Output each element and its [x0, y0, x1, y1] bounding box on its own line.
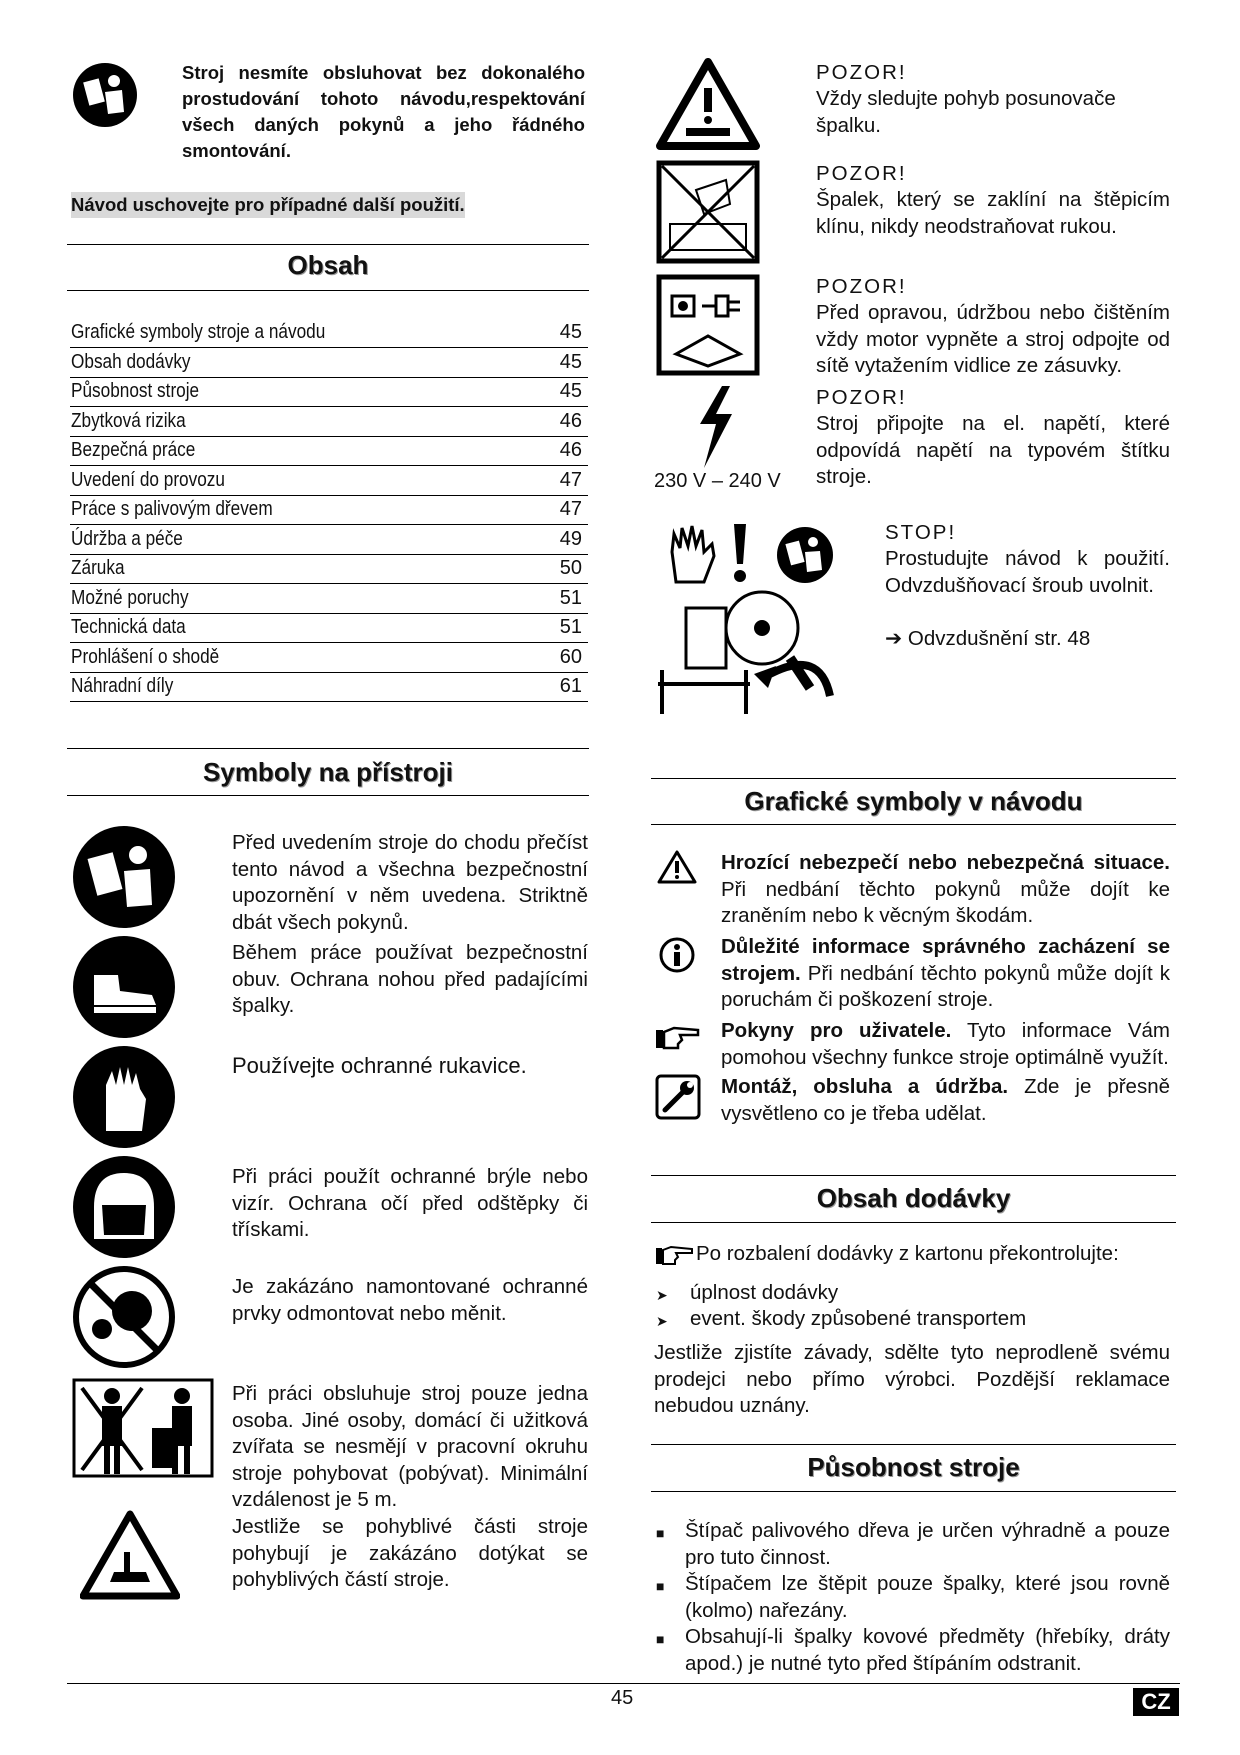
- graphic-symbols-title: Grafické symboly v návodu: [744, 786, 1083, 816]
- no-hand-removal-icon: [656, 160, 760, 264]
- delivery-item-1: úplnost dodávky: [690, 1281, 839, 1304]
- page-number: 45: [611, 1687, 634, 1709]
- read-manual-icon: [72, 62, 138, 128]
- toc-row-page: 47: [559, 498, 582, 520]
- lightning-icon: [686, 384, 742, 470]
- warning-triangle-icon: [657, 850, 697, 884]
- toc-row-page: 51: [559, 586, 582, 609]
- toc-row: [70, 643, 588, 673]
- graphic-symbol-4-text: Zde je přesně vysvětleno co je třeba udělat.: [721, 1075, 1171, 1125]
- toc-row-label: Grafické symboly stroje a návodu: [71, 321, 326, 343]
- toc-row-page: 51: [559, 616, 582, 638]
- stop-reference-text: Odvzdušnění str. 48: [907, 627, 1091, 650]
- toc-row: [70, 348, 588, 378]
- wrench-icon: [655, 1074, 701, 1120]
- toc-row-label: Technická data: [71, 616, 186, 638]
- warning-text-4: Stroj připojte na el. napětí, které odpovídá napětí na typovém štítku stroje.: [816, 412, 1170, 488]
- stop-title: STOP!: [885, 521, 957, 544]
- warning-title-4: POZOR!: [816, 386, 907, 409]
- scope-item-3: Obsahují-li špalky kovové předměty (hřebíky, dráty apod.) je nutné tyto před štípáním odstranit.: [685, 1625, 1170, 1675]
- pointing-hand-icon: [654, 1244, 694, 1268]
- toc-row: [70, 377, 588, 407]
- toc-row: [70, 436, 588, 466]
- bullet-square-icon: ■: [656, 1525, 665, 1541]
- toc-row: [70, 613, 588, 643]
- read-manual-icon: [776, 526, 834, 584]
- stop-reference: [885, 626, 1090, 653]
- toc-row-page: 45: [559, 321, 582, 343]
- delivery-item-2: event. škody způsobené transportem: [690, 1307, 1027, 1330]
- bullet-arrow-icon: ➤: [656, 1313, 668, 1329]
- toc-row-label: Možné poruchy: [71, 586, 189, 609]
- toc-row-label: Obsah dodávky: [71, 350, 191, 373]
- delivery-intro: Po rozbalení dodávky z kartonu překontrolujte:: [696, 1242, 1119, 1265]
- toc-row-page: 49: [559, 527, 582, 550]
- warning-title-2: POZOR!: [816, 162, 907, 185]
- keep-note: Návod uschovejte pro případné další použití.: [71, 192, 465, 218]
- stop-text: Prostudujte návod k použití. Odvzdušňovací šroub uvolnit.: [885, 547, 1170, 597]
- intro-text: Stroj nesmíte obsluhovat bez dokonalého prostudování tohoto návodu,respektování všech daných pokynů a jeho řádného smontování.: [182, 62, 585, 161]
- language-badge: CZ: [1133, 1688, 1179, 1716]
- graphic-symbol-3-text: Tyto informace Vám pomohou všechny funkce stroje optimálně využít.: [721, 1019, 1171, 1069]
- voltage-caption: 230 V – 240 V: [654, 470, 781, 492]
- symbol-text-4: Při práci použít ochranné brýle nebo vizír. Ochrana očí před odštěpky či třískami.: [232, 1165, 588, 1241]
- graphic-symbol-2-bold: Důležité informace správného zacházení se strojem.: [721, 935, 1170, 985]
- toc-row-label: Záruka: [71, 557, 125, 579]
- glove-icon: [72, 1045, 176, 1149]
- safety-shoe-icon: [72, 935, 176, 1039]
- no-guard-removal-icon: [72, 1265, 176, 1369]
- toc-row-page: 46: [559, 439, 582, 461]
- toc-row: [70, 554, 588, 584]
- one-operator-icon: [72, 1378, 214, 1478]
- graphic-symbol-1-bold: Hrozící nebezpečí nebo nebezpečná situace.: [721, 851, 1170, 874]
- toc-title: Obsah: [287, 250, 369, 280]
- toc-row-label: Údržba a péče: [71, 527, 183, 550]
- arrow-right-icon: ➔: [885, 627, 903, 650]
- toc-row-page: 61: [559, 675, 582, 697]
- graphic-symbol-1: [721, 850, 1170, 930]
- symbol-text-6: Při práci obsluhuje stroj pouze jedna osoba. Jiné osoby, domácí či užitková zvířata se nesmějí v pracovní okruhu stroje pohybovat (pobývat). Minimální vzdálenost je 5 m.: [232, 1382, 588, 1511]
- scope-title: Působnost stroje: [807, 1452, 1020, 1482]
- graphic-symbol-1-text: Při nedbání těchto pokynů může dojít ke zraněním nebo k věcným škodám.: [721, 877, 1170, 927]
- symbol-text-3: Používejte ochranné rukavice.: [232, 1053, 527, 1078]
- toc-row-label: Bezpečná práce: [71, 439, 196, 461]
- bullet-square-icon: ■: [656, 1578, 665, 1594]
- scope-item-1: Štípač palivového dřeva je určen výhradně a pouze pro tuto činnost.: [685, 1519, 1170, 1569]
- toc-row-label: Uvedení do provozu: [71, 468, 225, 491]
- read-manual-icon: [72, 825, 176, 929]
- bullet-square-icon: ■: [656, 1631, 665, 1647]
- toc-row-page: 45: [559, 380, 582, 402]
- toc-row: [70, 584, 588, 614]
- scope-item-2: Štípačem lze štěpit pouze špalky, které jsou rovně (kolmo) nařezány.: [685, 1572, 1170, 1622]
- face-shield-icon: [72, 1155, 176, 1259]
- warning-text-2: Špalek, který se zaklíní na štěpicím klínu, nikdy neodstraňovat rukou.: [816, 188, 1170, 238]
- toc-row-page: 46: [559, 409, 582, 432]
- toc-row-label: Působnost stroje: [71, 380, 200, 402]
- exclamation-icon: [728, 522, 752, 586]
- delivery-note: Jestliže zjistíte závady, sdělte tyto neprodleně svému prodejci nebo přímo výrobci. Pozdější reklamace nebudou uznány.: [654, 1341, 1170, 1417]
- toc-row-page: 50: [559, 557, 582, 579]
- unplug-icon: [656, 274, 760, 376]
- pusher-warning-icon: [656, 58, 760, 152]
- symbol-text-1: Před uvedením stroje do chodu přečíst tento návod a všechna bezpečnostní upozornění v něm uvedena. Striktně dbát všech pokynů.: [232, 831, 588, 934]
- toc-row-label: Zbytková rizika: [71, 409, 186, 432]
- toc-row-page: 47: [559, 468, 582, 491]
- info-icon: [658, 936, 696, 974]
- symbols-title: Symboly na přístroji: [203, 757, 453, 787]
- toc-row: [70, 672, 588, 702]
- bullet-arrow-icon: ➤: [656, 1287, 668, 1303]
- graphic-symbol-2: [721, 934, 1170, 1014]
- warning-text-1: Vždy sledujte pohyb posunovače špalku.: [816, 87, 1116, 137]
- toc-row-page: 45: [559, 350, 582, 373]
- symbol-text-2: Během práce používat bezpečnostní obuv. Ochrana nohou před padajícími špalky.: [232, 941, 588, 1017]
- warning-title-3: POZOR!: [816, 275, 907, 298]
- stop-hand-icon: [664, 522, 720, 586]
- symbol-text-5: Je zakázáno namontované ochranné prvky odmontovat nebo měnit.: [232, 1275, 588, 1325]
- pointing-hand-icon: [654, 1024, 700, 1054]
- toc-row-label: Náhradní díly: [71, 675, 174, 697]
- toc-row: [70, 525, 588, 555]
- toc-row-label: Práce s palivovým dřevem: [71, 498, 273, 520]
- delivery-title: Obsah dodávky: [816, 1183, 1011, 1213]
- toc-row-label: Prohlášení o shodě: [71, 645, 220, 668]
- bleed-screw-icon: [650, 588, 840, 718]
- graphic-symbol-2-text: Při nedbání těchto pokynů může dojít k poruchám či poškození stroje.: [721, 961, 1171, 1011]
- toc-row: [70, 466, 588, 496]
- graphic-symbol-4: [721, 1074, 1170, 1127]
- toc-row-page: 60: [559, 645, 582, 668]
- warning-text-3: Před opravou, údržbou nebo čištěním vždy motor vypněte a stroj odpojte od sítě vytažením vidlice ze zásuvky.: [816, 301, 1170, 377]
- symbol-text-7: Jestliže se pohyblivé části stroje pohybují je zakázáno dotýkat se pohyblivých částí stroje.: [232, 1515, 588, 1591]
- toc-row: [70, 407, 588, 437]
- moving-parts-warning-icon: [80, 1510, 180, 1600]
- graphic-symbol-3: [721, 1018, 1170, 1071]
- graphic-symbol-3-bold: Pokyny pro uživatele.: [721, 1019, 952, 1042]
- toc-row: [70, 495, 588, 525]
- toc-row: [70, 318, 588, 348]
- graphic-symbol-4-bold: Montáž, obsluha a údržba.: [721, 1075, 1009, 1098]
- warning-title-1: POZOR!: [816, 61, 907, 84]
